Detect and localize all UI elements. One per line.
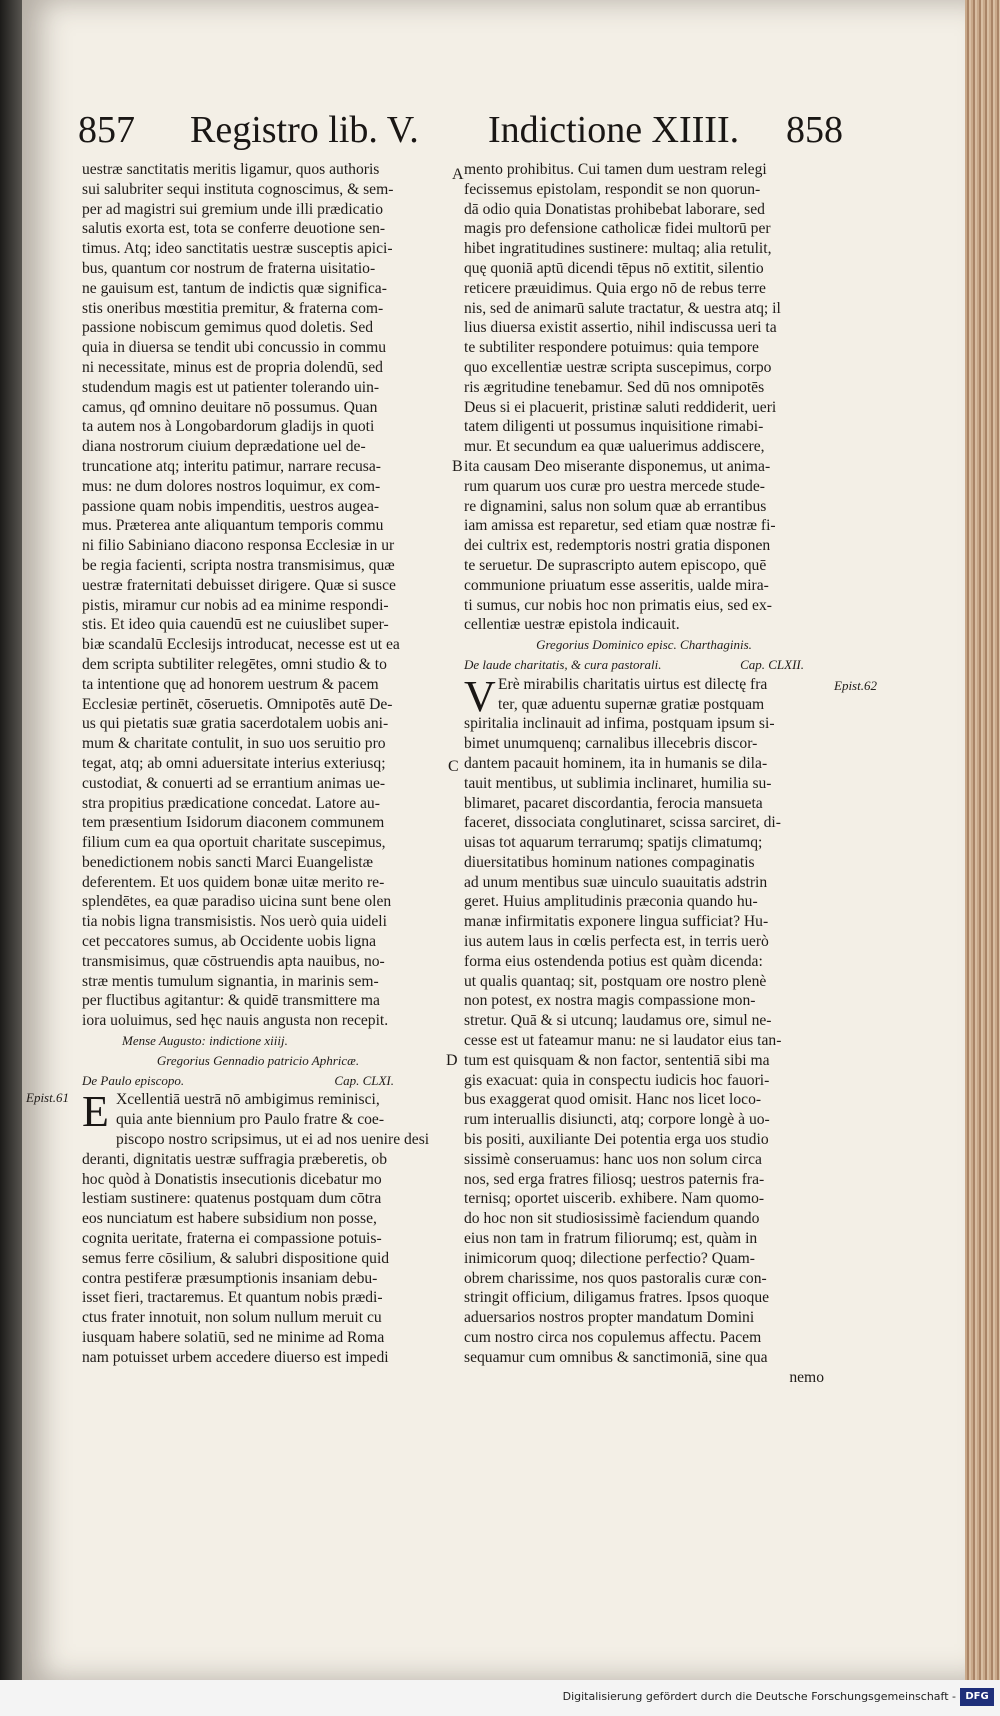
margin-note-epist-61: Epist.61 [26,1090,69,1105]
text-line: cognita ueritate, fraterna ei compassione potuis- [82,1230,382,1248]
text-line: custodiat, & conuerti ad se errantium animas ue- [82,774,386,792]
running-title-left: Registro lib. V. [190,109,419,151]
text-line: ius autem laus in cœlis perfecta est, in terris uerò [464,933,769,951]
right-text-part-1 [464,160,824,635]
text-line: tauit mentibus, ut sublimia inclinaret, humilia su- [464,774,772,792]
text-line: ctus frater innotuit, non solum nullum meruit cu [82,1309,382,1327]
text-line: cet peccatores sumus, ab Occidente uobis ligna [82,933,377,951]
funding-credit: Digitalisierung gefördert durch die Deutsche Forschungsgemeinschaft - [562,1690,956,1703]
text-line: mur. Et secundum ea quæ ualuerimus addiscere, [464,438,765,456]
margin-letter-c: C [448,758,459,775]
text-line: iusquam habere solatiū, sed ne minime ad Roma [82,1329,385,1347]
text-line: bis positi, auxiliante Dei potentia erga uos studio [464,1131,769,1149]
text-line: tia nobis ligna transmisistis. Nos uerò quia uideli [82,913,387,931]
text-line: bimet unumquenq; carnalibus illecebris discor- [464,735,758,753]
text-line: stis oneribus mœstitia premitur, & fraterna com- [82,299,384,317]
dfg-logo: DFG [960,1688,994,1706]
text-line: uestræ fraternitati debuisset dirigere. Quæ si susce [82,576,396,594]
chapter-heading-162 [464,655,824,675]
text-line: dantem pacauit hominem, ita in humanis se dila- [464,754,768,772]
text-line: stringit officium, diligamus fratres. Ipsos quoque [464,1289,770,1307]
letter-address-line: Gregorius Dominico episc. Charthaginis. [536,637,752,653]
text-line: ut qualis quantaq; sit, postquam ore nostro plenè [464,972,767,990]
text-line: reticere præuidimus. Quia ergo nō de rebus terre [464,279,766,297]
text-line: pistis, miramur cur nobis ad ea minime respondi- [82,596,389,614]
text-line: ternisq; oportet uiscerib. exhibere. Nam quomo- [464,1190,765,1208]
text-line: diuersitatibus hominum nationes compaginatis [464,853,755,871]
text-line: camus, qđ omnino deuitare nō possumus. Quan [82,398,378,416]
text-line: truncatione atq; interitu patimur, narrare recusa- [82,457,381,475]
text-line: lius diuersa existit assertio, nihil indiscussa ueri ta [464,319,777,337]
text-line: ris ægritudine tenebamur. Sed dū nos omnipotēs [464,378,765,396]
text-line: forma eius ostendenda potius est quàm dicenda: [464,952,763,970]
text-line: salutis exorta est, tota se conferre deuotione sen- [82,220,386,238]
chapter-number: Cap. CLXII. [740,656,804,672]
text-line: tem præsentium Isidorum diaconem communem [82,814,385,832]
text-line: hoc quòd à Donatistis insecutionis dicebatur mo [82,1170,382,1188]
text-line: passione quam nobis impenditis, uestros augea- [82,497,380,515]
text-line: gis exacuat: quia in conspectu iudicis hoc fauori- [464,1071,770,1089]
text-line: diana nostrorum ciuium deprædatione uel de- [82,438,366,456]
text-line: sissimè conseruamus: hanc uos non solum circa [464,1150,762,1168]
text-line: isset fieri, tractaremus. Et quantum nobis prædi- [82,1289,383,1307]
text-line: stis. Et ideo quia cauendū est ne cuiuslibet super- [82,616,389,634]
text-line: rum interuallis disiuncti, atq; corpore longè à uo- [464,1111,770,1129]
margin-note-epist-62: Epist.62 [834,678,877,693]
text-line: piscopo nostro scripsimus, ut ei ad nos uenire desi [116,1131,430,1149]
page-number-right: 858 [786,109,843,151]
text-line: iora uoluimus, sed hęc nauis angusta non recepit. [82,1012,389,1030]
text-line: communione priuatum esse asseritis, ualde mira- [464,576,769,594]
text-line: quę quoniā aptū dicendi tēpus nō extitit, silentio [464,259,764,277]
text-line: eius non tam in fratrum filiorumq; est, quàm in [464,1230,758,1248]
text-line: Deus si ei placuerit, pristinæ saluti reddiderit, ueri [464,398,777,416]
text-line: blimaret, pacaret discordantia, ferocia mansueta [464,794,763,812]
text-line: spiritalia inclinauit ad infima, postquam ipsum si- [464,715,775,733]
dropcap-paragraph [82,1087,434,1149]
text-line: dei cultrix est, redemptoris nostri gratia disponen [464,537,771,555]
text-line: studendum magis est ut patienter tolerando uin- [82,378,380,396]
text-line: quo excellentiæ uestræ scripta suscepimus, corpo [464,358,772,376]
text-line: ad unum mentibus suæ uinculo suauitatis adstrin [464,873,768,891]
running-title-right: Indictione XIIII. [488,109,740,151]
text-line: rum quarum uos curæ pro uestra mercede stude- [464,477,765,495]
text-line: Xcellentiā uestrā nō ambigimus reminisci, [116,1091,380,1109]
text-line: ita causam Deo miserante disponemus, ut anima- [464,457,771,475]
text-line: ter, quæ aduentu supernæ gratiæ postquam [498,695,765,713]
text-line: tum est quisquam & non factor, sententiā sibi ma [464,1051,770,1069]
running-header [78,108,843,152]
text-line: te seruetur. De suprascripto autem episcopo, quē [464,556,767,574]
text-line: be regia facienti, scripta nostra transmisimus, quæ [82,556,395,574]
chapter-number: Cap. CLXI. [334,1072,394,1088]
page-edges [965,0,1000,1680]
letter-address-line: Gregorius Gennadio patricio Aphricæ. [156,1052,360,1068]
margin-letter-d: D [446,1052,458,1069]
text-line: nos, sed erga fratres filiosq; uestros paternis fra- [464,1170,765,1188]
text-line: mus. Præterea ante aliquantum temporis commu [82,517,384,535]
drop-cap-letter: E [82,1087,109,1137]
text-line: nis, sed de animarū salute tractatur, & uestra atq; il [464,299,781,317]
text-line: transmisimus, quæ cōstruendis apta nauibus, no- [82,952,385,970]
text-line: stra propitius prædicatione concedat. Latore au- [82,794,380,812]
text-line: biæ scandalū Ecclesijs introducat, necesse est ut ea [82,636,400,654]
letter-date-line: Mense Augusto: indictione xiiij. [122,1033,288,1049]
right-text-part-2 [464,714,824,1387]
text-line: deranti, dignitatis uestræ suffragia præberetis, ob [82,1150,388,1168]
text-line: quia in diuersa se tendit ubi concussio in commu [82,339,387,357]
text-line: stræ mentis tumulum signantia, in marinis sem- [82,972,379,990]
text-line: sequamur cum omnibus & sanctimoniā, sine qua [464,1348,768,1366]
text-line: cesse est ut fateamur manu: ne si laudator eius tan- [464,1032,782,1050]
text-line: mento prohibitus. Cui tamen dum uestram relegi [464,161,767,178]
text-line: Ecclesiæ pertinēt, cōseruetis. Omnipotēs autē De- [82,695,393,713]
text-line: ne gauisum est, tantum de indictis quæ significa- [82,279,387,297]
text-line: dā odio quia Donatistas prohibebat laborare, sed [464,200,765,218]
right-column [464,160,824,1387]
text-line: cum nostro circa nos copulemus affectu. Pacem [464,1329,762,1347]
text-line: non potest, ex nostra magis compassione mon- [464,992,756,1010]
dropcap-paragraph [464,671,824,721]
margin-letter-a: A [452,166,464,183]
text-line: splendētes, ea quæ paradiso uicina sunt bene olen [82,893,392,911]
text-line: tegat, atq; ab omni aduersitate interius exteriusq; [82,754,386,772]
text-line: nam potuisset urbem accedere diuerso est impedi [82,1348,389,1366]
text-line: ni filio Sabiniano diacono responsa Ecclesiæ in ur [82,537,395,555]
text-line: mus: ne dum dolores nostros loquimur, ex com- [82,477,381,495]
chapter-heading-161 [82,1071,434,1091]
text-line: tatem diligenti ut possumus inquisitione rimabi- [464,418,764,436]
text-line: per ad magistri sui gremium unde illi prædicatio [82,200,383,218]
text-line: te subtiliter respondere potuimus: quia tempore [464,339,759,357]
chapter-title: De Paulo episcopo. [82,1072,185,1088]
text-line: hibet ingratitudines sustinere: multaq; alia retulit, [464,240,772,258]
text-line: deferentem. Et uos quidem bonæ uitæ merito re- [82,873,385,891]
text-line: aduersarios nostros propter mandatum Domini [464,1309,755,1327]
text-line: fecissemus epistolam, respondit se non quorun- [464,180,761,198]
text-line: semus ferre cōsilium, & salubri dispositione quid [82,1249,390,1267]
text-line: uestræ sanctitatis meritis ligamur, quos authoris [82,161,380,178]
chapter-title: De laude charitatis, & cura pastorali. [464,656,662,672]
text-line: re dignamini, salus non solum quæ ab errantibus [464,497,767,515]
margin-letter-b: B [452,458,463,475]
catchword: nemo [789,1368,824,1386]
left-text-part-1 [82,160,434,1031]
text-line: dem scripta subtiliter relegētes, omni studio & to [82,655,387,673]
text-line: iam amissa est reparetur, sed etiam quæ nostræ fi- [464,517,776,535]
text-line: benedictionem nobis sancti Marci Euangelistæ [82,853,374,871]
text-line: Erè mirabilis charitatis uirtus est dilectę fra [498,675,768,693]
text-line: ta intentione quę ad honorem uestrum & pacem [82,675,379,693]
left-column [82,160,434,1368]
text-line: do hoc non sit studiosissimè faciendum quando [464,1210,760,1228]
text-line: magis pro defensione catholicæ fidei multorū per [464,220,771,238]
text-line: stretur. Quā & si utcunq; laudamus ore, simul ne- [464,1012,772,1030]
text-line: ni necessitate, minus est de propria dolendū, sed [82,358,383,376]
text-line: filium cum ea qua oportuit charitate suscepimus, [82,834,386,852]
text-line: lestiam sustinere: quatenus postquam dum cōtra [82,1190,382,1208]
text-line: per fluctibus agitantur: & quidē transmittere ma [82,992,380,1010]
text-line: us qui pietatis suæ gratia sacerdotalem uobis ani- [82,715,389,733]
text-line: inimicorum quoq; dilectione perfectio? Quam- [464,1249,755,1267]
text-line: mum & charitate contulit, in suo uos seruitio pro [82,735,386,753]
text-line: obrem charissime, nos quos pastoralis curæ con- [464,1269,767,1287]
text-line: bus exaggerat quod omisit. Hanc nos licet loco- [464,1091,762,1109]
text-line: eos nunciatum est habere subsidium non posse, [82,1210,377,1228]
drop-cap-letter: V [464,671,496,721]
text-line: ti sumus, cur nobis hoc non primatis eius, sed ex- [464,596,772,614]
text-line: faceret, dissociata conglutinaret, scissa sarciret, di- [464,814,781,832]
text-line: contra pestiferæ præsumptionis insaniam debu- [82,1269,378,1287]
text-line: passione nobiscum gemimus quod doletis. Sed [82,319,374,337]
text-line: cellentiæ uestræ epistola indicauit. [464,616,680,634]
text-line: manæ infirmitatis exponere lingua sufficiat? Hu- [464,913,769,931]
page-number-left: 857 [78,109,135,151]
text-line: timus. Atq; ideo sanctitatis uestræ susceptis apici- [82,240,393,258]
text-line: uisas tot aquarum terrarumq; spatijs climatumq; [464,834,763,852]
text-line: geret. Huius amplitudinis præconia quando hu- [464,893,758,911]
text-line: ta autem nos à Longobardorum gladijs in quoti [82,418,375,436]
text-line: quia ante biennium pro Paulo fratre & coe- [116,1111,385,1129]
text-line: bus, quantum cor nostrum de fraterna uisitatio- [82,259,376,277]
left-text-part-2 [82,1150,434,1368]
text-line: sui salubriter sequi instituta cognoscimus, & sem- [82,180,394,198]
